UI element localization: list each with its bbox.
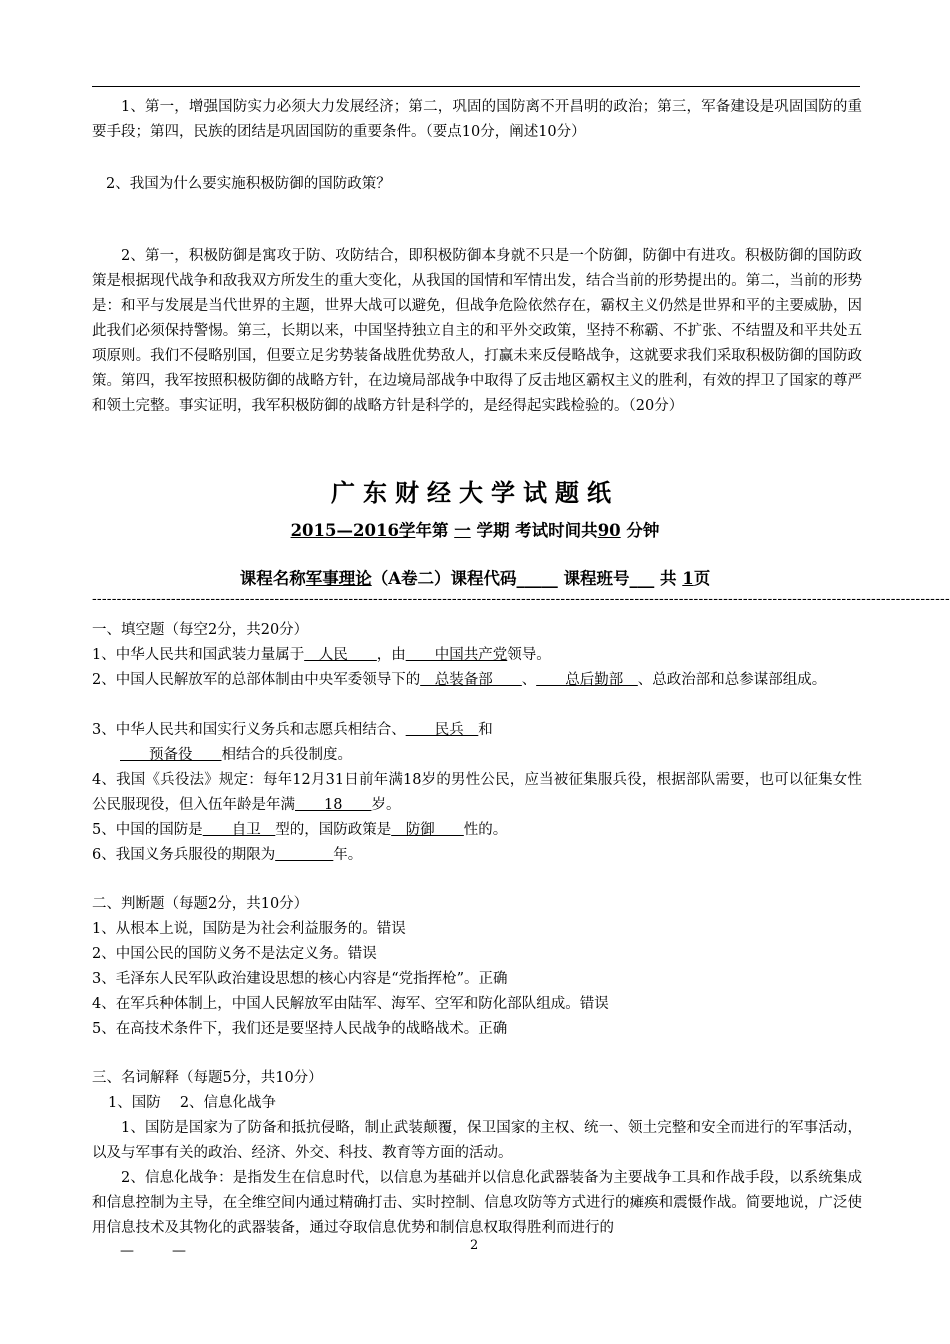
footer-marks: — — (120, 1243, 198, 1259)
duration-value: 90 (597, 521, 621, 540)
fill-q4-text-2: 岁。 (371, 797, 401, 813)
fill-q5-text: 5、中国的国防是 (92, 822, 203, 838)
section-2-heading: 二、判断题（每题2分，共10分） (92, 896, 309, 912)
fill-q6 (92, 843, 362, 868)
fill-q4 (92, 768, 862, 818)
judge-item: 3、毛泽东人民军队政治建设思想的核心内容是“党指挥枪”。正确 (92, 971, 508, 987)
pages-number: 1 (682, 569, 694, 588)
duration-label: 学期 考试时间共 (476, 521, 598, 540)
definition-2: 2、信息化战争：是指发生在信息时代，以信息为基础并以信息化武器装备为主要战争工具和作战手段，以系统集成和信息控制为主导，在全维空间内通过精确打击、实时控制、信息攻防等方式进行的瘫痪和震慑作战。简要地说，广泛使用信息技术及其物化的武器装备，通过夺取信息优势和制信息权取得胜利而进行的 (92, 1170, 862, 1236)
fill-q2-text-3: 、总政治部和总参谋部组成。 (637, 672, 827, 688)
course-label: 课程名称 (239, 569, 306, 588)
year-text-2: 年第 (415, 521, 449, 540)
class-blank: ___ (629, 569, 655, 588)
class-label: 课程班号 (557, 569, 630, 588)
definition-1: 1、国防是国家为了防备和抵抗侵略，制止武装颠覆，保卫国家的主权、统一、领土完整和安全而进行的军事活动，以及与军事有关的政治、经济、外交、科技、教育等方面的活动。 (92, 1120, 862, 1161)
fill-q4-answer: ＿＿18＿＿ (295, 797, 372, 813)
pages-label: 共 (654, 569, 683, 588)
dashed-divider: ------------------------------------------------------------------------------------------------------------------------------------------------------------------------------ (92, 591, 950, 607)
fill-q2-answer-1: ＿总装备部＿＿ (420, 672, 522, 688)
section-3-heading: 三、名词解释（每题5分，共10分） (92, 1070, 323, 1086)
semester-blank: 一 (454, 521, 471, 540)
fill-q6-text-2: 年。 (333, 847, 363, 863)
fill-q3-text-2: 和 (478, 722, 493, 738)
course-code-blank: _____ (516, 569, 558, 588)
year-text: 2015—2016学 (290, 521, 416, 540)
judge-item: 5、在高技术条件下，我们还是要坚持人民战争的战略战术。正确 (92, 1021, 508, 1037)
fill-q3-text: 3、中华人民共和国实行义务兵和志愿兵相结合、 (92, 722, 406, 738)
fill-q3-continued (120, 743, 352, 768)
fill-q6-text: 6、我国义务兵服役的期限为 (92, 847, 276, 863)
fill-q4-text: 4、我国《兵役法》规定：每年12月31日前年满18岁的男性公民，应当被征集服兵役，根据部队需要，也可以征集女性公民服现役，但入伍年龄是年满 (92, 772, 862, 813)
fill-q5-text-3: 性的。 (463, 822, 508, 838)
fill-q2-answer-2: ＿＿总后勤部＿ (536, 672, 638, 688)
judge-item: 2、中国公民的国防义务不是法定义务。错误 (92, 946, 377, 962)
duration-unit: 分钟 (626, 521, 660, 540)
pages-unit: 页 (693, 569, 711, 588)
fill-q3-answer-2: ＿＿预备役＿＿ (120, 747, 222, 763)
answer-2: 2、第一，积极防御是寓攻于防、攻防结合，即积极防御本身就不只是一个防御，防御中有进攻。积极防御的国防政策是根据现代战争和敌我双方所发生的重大变化，从我国的国情和军情出发，结合当前的形势提出的。第二，当前的形势是：和平与发展是当代世界的主题，世界大战可以避免，但战争危险依然存在，霸权主义仍然是世界和平的主要威胁，因此我们必须保持警惕。第三，长期以来，中国坚持独立自主的和平外交政策，坚持不称霸、不扩张、不结盟及和平共处五项原则。我们不侵略别国，但要立足劣势装备战胜优势敌人，打赢未来反侵略战争，这就要求我们采取积极防御的国防政策。第四，我军按照积极防御的战略方针，在边境局部战争中取得了反击地区霸权主义的胜利，有效的捍卫了国家的尊严和领土完整。事实证明，我军积极防御的战略方针是科学的，是经得起实践检验的。（20分） (92, 248, 862, 414)
course-line (0, 566, 950, 592)
fill-q5-answer-1: ＿＿自卫＿ (202, 822, 276, 838)
fill-q2-text: 2、中国人民解放军的总部体制由中央军委领导下的 (92, 672, 421, 688)
section-1-heading: 一、填空题（每空2分，共20分） (92, 622, 309, 638)
fill-q3-text-3: 相结合的兵役制度。 (221, 747, 352, 763)
fill-q1-text: 1、中华人民共和国武装力量属于 (92, 647, 305, 663)
fill-q1 (92, 643, 551, 668)
term-list: 1、国防 2、信息化战争 (108, 1095, 277, 1111)
exam-title: 广东财经大学试题纸 (331, 478, 619, 507)
fill-q5 (92, 818, 507, 843)
question-2: 2、我国为什么要实施积极防御的国防政策？ (106, 176, 391, 192)
page-number: 2 (470, 1238, 479, 1253)
fill-q5-answer-2: ＿防御＿＿ (391, 822, 464, 838)
fill-q1-answer-1: ＿人民＿＿ (304, 647, 377, 663)
fill-q1-text-2: ，由 (376, 647, 406, 663)
fill-q5-text-2: 型的，国防政策是 (275, 822, 392, 838)
course-name: 军事理论 (305, 569, 372, 588)
top-rule (92, 86, 860, 87)
fill-q3-answer-1: ＿＿民兵＿ (405, 722, 479, 738)
fill-q2-text-2: 、 (521, 672, 537, 688)
fill-q2 (92, 668, 862, 693)
fill-q1-text-3: 领导。 (507, 647, 551, 663)
answer-1: 1、第一，增强国防实力必须大力发展经济；第二，巩固的国防离不开昌明的政治；第三，军备建设是巩固国防的重要手段；第四，民族的团结是巩固国防的重要条件。（要点10分，阐述10分） (92, 99, 862, 140)
judge-item: 1、从根本上说，国防是为社会利益服务的。错误 (92, 921, 406, 937)
judge-item: 4、在军兵种体制上，中国人民解放军由陆军、海军、空军和防化部队组成。错误 (92, 996, 609, 1012)
fill-q1-answer-2: ＿＿中国共产党 (405, 647, 508, 663)
fill-q3 (92, 718, 493, 743)
fill-q6-blank: ＿＿＿＿ (275, 847, 334, 863)
course-rest: （A卷二）课程代码 (371, 569, 517, 588)
exam-term-line (0, 518, 950, 544)
